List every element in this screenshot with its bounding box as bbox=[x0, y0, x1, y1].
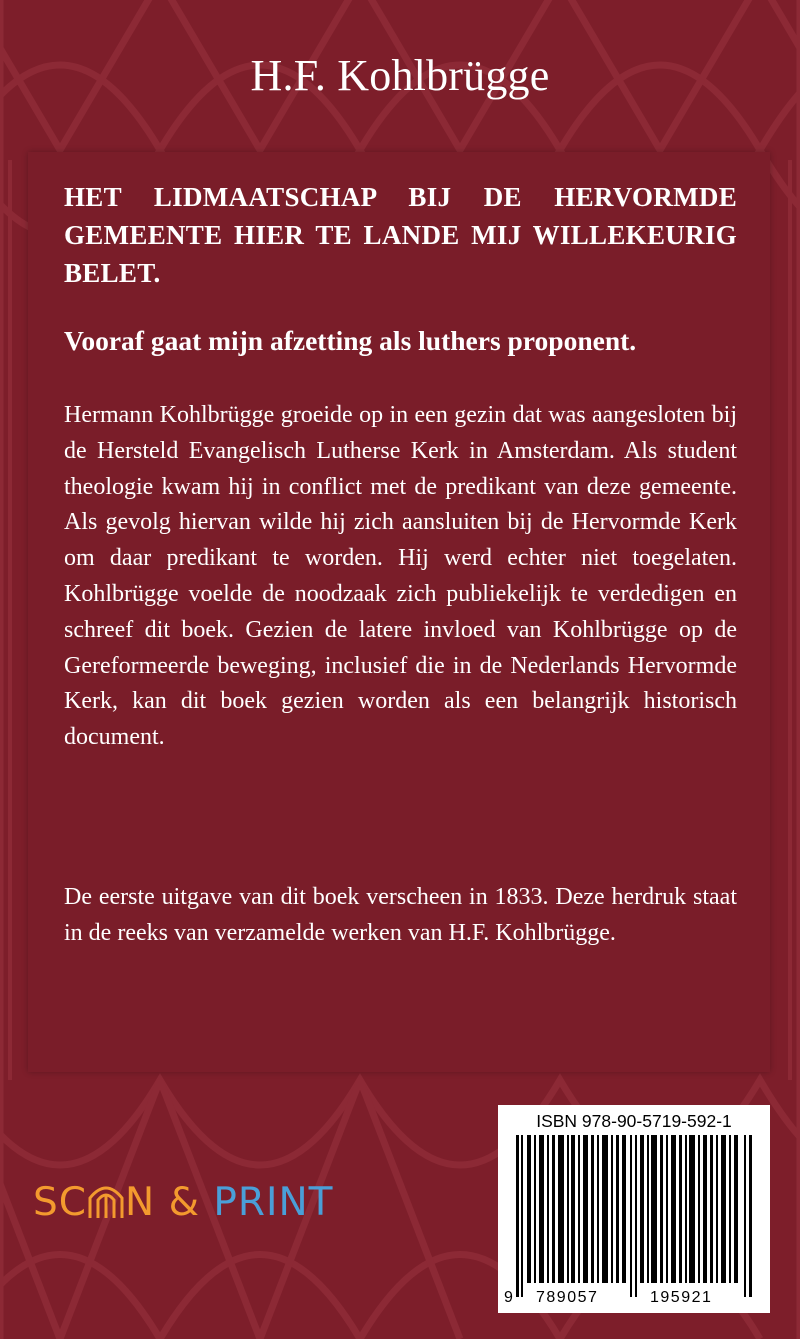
ean-digits-right: 195921 bbox=[650, 1289, 713, 1306]
barcode-bars bbox=[516, 1135, 756, 1297]
ean-digit-first: 9 bbox=[504, 1289, 513, 1306]
book-title-heading: HET LIDMAATSCHAP BIJ DE HERVORMDE GEMEENTE HIER TE LANDE MIJ WILLEKEURIG BELET. bbox=[64, 182, 737, 288]
ean-digits-left: 789057 bbox=[536, 1289, 599, 1306]
publisher-logo-part-3: PRINT bbox=[213, 1180, 334, 1225]
publisher-logo-part-1: SC bbox=[33, 1180, 87, 1225]
arch-a-icon bbox=[87, 1184, 125, 1218]
author-title: H.F. Kohlbrügge bbox=[250, 51, 550, 100]
isbn-barcode bbox=[498, 1105, 770, 1313]
edition-note-paragraph: De eerste uitgave van dit boek verscheen in 1833. Deze herdruk staat in de reeks van verzamelde werken van H.F. Kohlbrügge. bbox=[64, 884, 737, 946]
publisher-logo bbox=[33, 1180, 334, 1230]
publisher-logo-part-2: N & bbox=[125, 1180, 200, 1225]
isbn-label: ISBN 978-90-5719-592-1 bbox=[536, 1111, 732, 1131]
book-subtitle: Vooraf gaat mijn afzetting als luthers proponent. bbox=[64, 325, 637, 356]
description-paragraph: Hermann Kohlbrügge groeide op in een gezin dat was aangesloten bij de Hersteld Evangelisch Lutherse Kerk in Amsterdam. Als student theologie kwam hij in conflict met de predikant van deze gemeente. Als gevolg hiervan wilde hij zich aansluiten bij de Hervormde Kerk om daar predikant te worden. Hij werd echter niet toegelaten. Kohlbrügge voelde de noodzaak zich publiekelijk te verdedigen en schreef dit boek. Gezien de latere invloed van Kohlbrügge op de Gereformeerde beweging, inclusief die in de Nederlands Hervormde Kerk, kan dit boek gezien worden als een belangrijk historisch document. bbox=[64, 402, 737, 751]
